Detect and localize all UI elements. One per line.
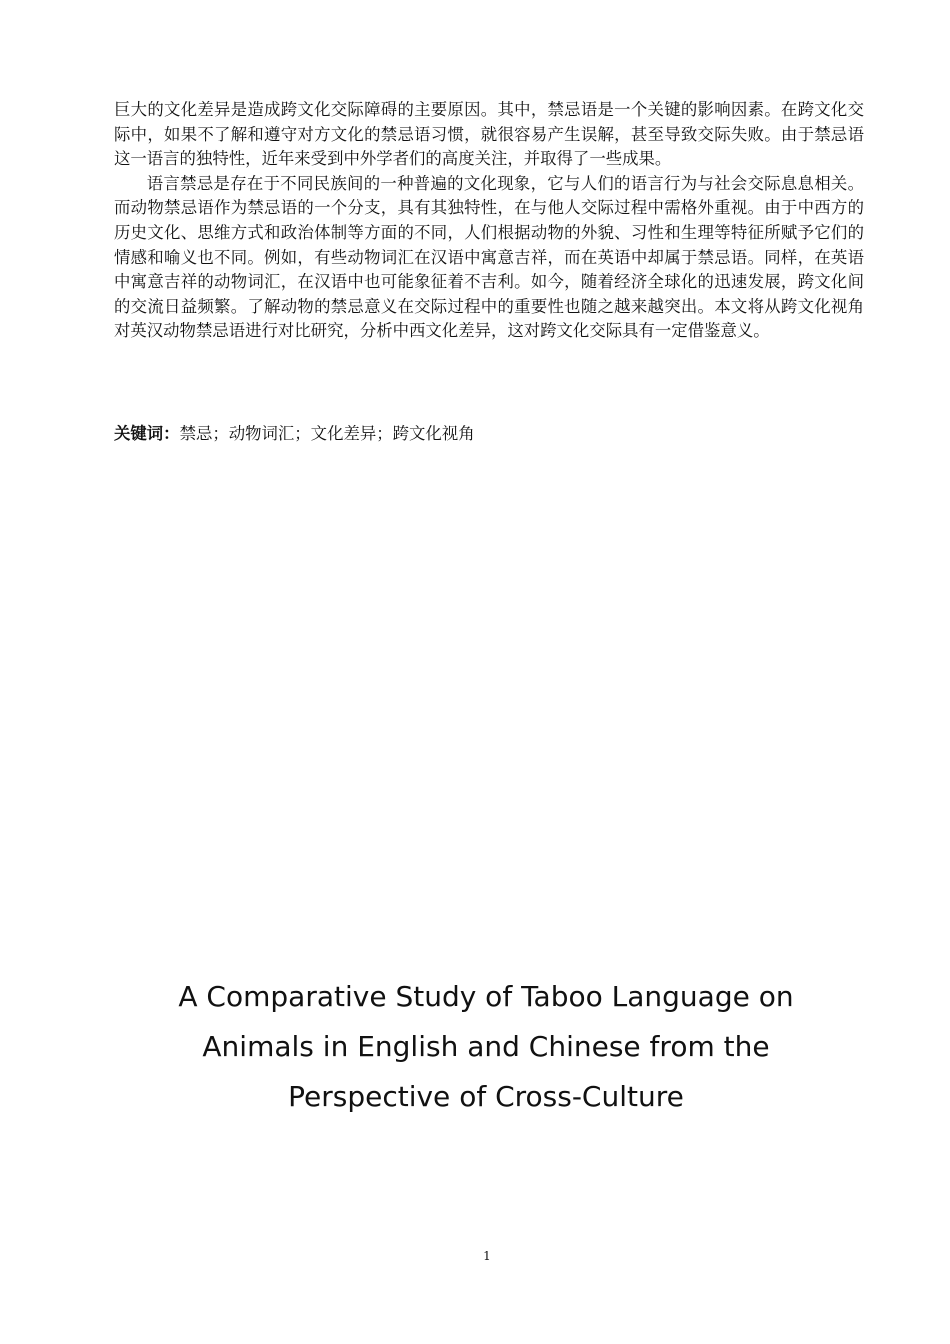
- abstract-paragraph-2: 语言禁忌是存在于不同民族间的一种普遍的文化现象，它与人们的语言行为与社会交际息息相关。而动物禁忌语作为禁忌语的一个分支，具有其独特性，在与他人交际过程中需格外重视。由于中西方的历史文化、思维方式和政治体制等方面的不同，人们根据动物的外貌、习性和生理等特征所赋予它们的情感和喻义也不同。例如，有些动物词汇在汉语中寓意吉祥，而在英语中却属于禁忌语。同样，在英语中寓意吉祥的动物词汇，在汉语中也可能象征着不吉利。如今，随着经济全球化的迅速发展，跨文化间的交流日益频繁。了解动物的禁忌意义在交际过程中的重要性也随之越来越突出。本文将从跨文化视角对英汉动物禁忌语进行对比研究，分析中西文化差异，这对跨文化交际具有一定借鉴意义。: [114, 173, 864, 341]
- english-title-line-2: Animals in English and Chinese from the: [202, 1030, 770, 1063]
- english-title-line-1: A Comparative Study of Taboo Language on: [178, 980, 794, 1013]
- keywords-line: [114, 422, 864, 446]
- keywords-value: 禁忌；动物词汇；文化差异；跨文化视角: [179, 424, 475, 443]
- keywords-label: 关键词：: [114, 424, 180, 443]
- abstract-paragraph-1: 巨大的文化差异是造成跨文化交际障碍的主要原因。其中，禁忌语是一个关键的影响因素。在跨文化交际中，如果不了解和遵守对方文化的禁忌语习惯，就很容易产生误解，甚至导致交际失败。由于禁忌语这一语言的独特性，近年来受到中外学者们的高度关注，并取得了一些成果。: [114, 100, 864, 169]
- english-title-line-3: Perspective of Cross-Culture: [288, 1080, 684, 1113]
- abstract-body: [114, 98, 864, 344]
- page-number: 1: [483, 1249, 491, 1263]
- english-title: [110, 972, 862, 1122]
